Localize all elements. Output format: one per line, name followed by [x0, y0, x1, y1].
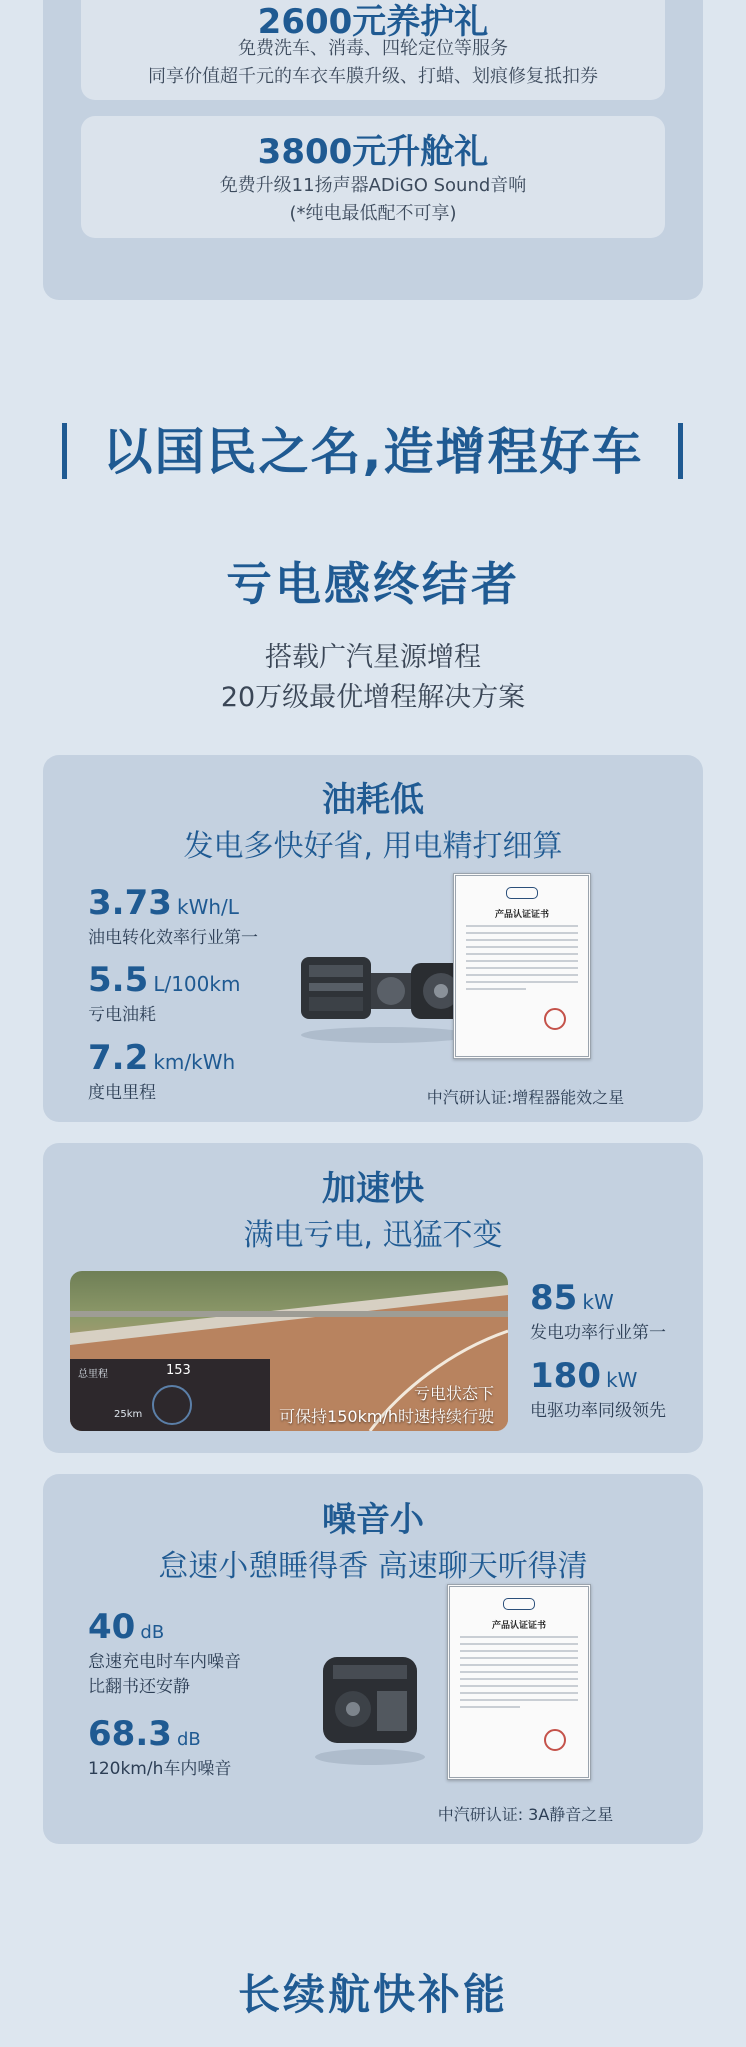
section-subtitle: 亏电感终结者 — [226, 557, 520, 611]
accel-stat-value: 85 — [530, 1278, 578, 1318]
certificate-seal — [544, 1729, 566, 1751]
fuel-card — [43, 755, 703, 1122]
accel-stat-value: 180 — [530, 1356, 601, 1396]
noise-stat-value: 40 — [88, 1607, 136, 1647]
fuel-slogan: 发电多快好省, 用电精打细算 — [183, 829, 563, 864]
intro-line1: 搭载广汽星源增程 — [265, 642, 481, 673]
accel-slogan: 满电亏电, 迅猛不变 — [243, 1218, 503, 1253]
certificate-seal — [544, 1008, 566, 1030]
care-gift-line2: 同享价值超千元的车衣车膜升级、打蜡、划痕修复抵扣券 — [148, 66, 598, 87]
dashboard-odometer-label: 总里程 — [78, 1369, 108, 1380]
title-right-bar — [678, 423, 683, 479]
fuel-stat-label: 油电转化效率行业第一 — [88, 928, 258, 948]
noise-stat-1 — [88, 1607, 241, 1697]
certificate-heading: 产品认证证书 — [494, 910, 549, 920]
dashboard-speed: 153 — [166, 1363, 191, 1378]
fuel-stat-unit: kWh/L — [176, 895, 239, 919]
noise-stat-label1: 120km/h车内噪音 — [88, 1759, 232, 1779]
noise-card — [43, 1474, 703, 1844]
accel-stat-label: 发电功率行业第一 — [530, 1323, 666, 1343]
accel-card — [43, 1143, 703, 1453]
photo-caption — [279, 1381, 494, 1427]
efficiency-certificate — [453, 873, 591, 1059]
noise-stat-unit: dB — [176, 1729, 201, 1750]
quiet-engine-image — [305, 1639, 435, 1769]
fuel-stat-label: 亏电油耗 — [88, 1005, 156, 1025]
fuel-stat-unit: L/100km — [153, 972, 241, 996]
dashboard-range: 25km — [114, 1409, 143, 1420]
noise-slogan: 怠速小憩睡得香 高速聊天听得清 — [158, 1549, 588, 1584]
photo-caption-line2: 可保持150km/h时速持续行驶 — [279, 1407, 494, 1426]
care-gift-title: 2600元养护礼 — [257, 2, 489, 42]
fuel-stat-2 — [88, 960, 240, 1025]
accel-stat-1 — [530, 1278, 666, 1343]
noise-stat-value: 68.3 — [88, 1714, 172, 1754]
fuel-stat-value: 3.73 — [88, 883, 172, 923]
section-title: 以国民之名,造增程好车 — [102, 423, 644, 481]
accel-stat-unit: kW — [606, 1368, 638, 1392]
fuel-stat-value: 7.2 — [88, 1038, 149, 1078]
upgrade-gift-line2: (*纯电最低配不可享) — [289, 203, 457, 224]
speedometer-dial — [152, 1385, 192, 1425]
care-gift-line1: 免费洗车、消毒、四轮定位等服务 — [238, 38, 508, 59]
fuel-stat-3 — [88, 1038, 235, 1103]
noise-stat-2 — [88, 1714, 231, 1779]
footer-title: 长续航快补能 — [237, 1970, 508, 2019]
fuel-stat-1 — [88, 883, 258, 948]
upgrade-gift-card — [81, 116, 665, 238]
intro-line2: 20万级最优增程解决方案 — [220, 682, 526, 713]
fuel-stat-unit: km/kWh — [153, 1050, 236, 1074]
fuel-cert-caption: 中汽研认证:增程器能效之星 — [426, 1088, 625, 1107]
fuel-stat-label: 度电里程 — [88, 1083, 156, 1103]
upgrade-gift-line1: 免费升级11扬声器ADiGO Sound音响 — [219, 175, 527, 196]
noise-title: 噪音小 — [322, 1500, 424, 1540]
accel-stat-2 — [530, 1356, 666, 1421]
noise-cert-caption: 中汽研认证: 3A静音之星 — [437, 1805, 614, 1824]
accel-stat-label: 电驱功率同级领先 — [530, 1401, 666, 1421]
fuel-stat-value: 5.5 — [88, 960, 149, 1000]
noise-stat-label1: 怠速充电时车内噪音 — [88, 1652, 241, 1672]
noise-stat-unit: dB — [140, 1622, 165, 1643]
noise-stat-label2: 比翻书还安静 — [88, 1677, 190, 1697]
dashboard-overlay — [70, 1359, 270, 1431]
silence-certificate — [447, 1584, 591, 1780]
accel-title: 加速快 — [322, 1169, 424, 1209]
care-gift-card — [81, 0, 665, 100]
accel-stat-unit: kW — [582, 1290, 614, 1314]
certificate-heading: 产品认证证书 — [491, 1621, 546, 1631]
upgrade-gift-title: 3800元升舱礼 — [257, 132, 489, 172]
fuel-title: 油耗低 — [322, 780, 424, 820]
road-driving-photo — [70, 1271, 508, 1431]
photo-caption-line1: 亏电状态下 — [413, 1384, 494, 1403]
